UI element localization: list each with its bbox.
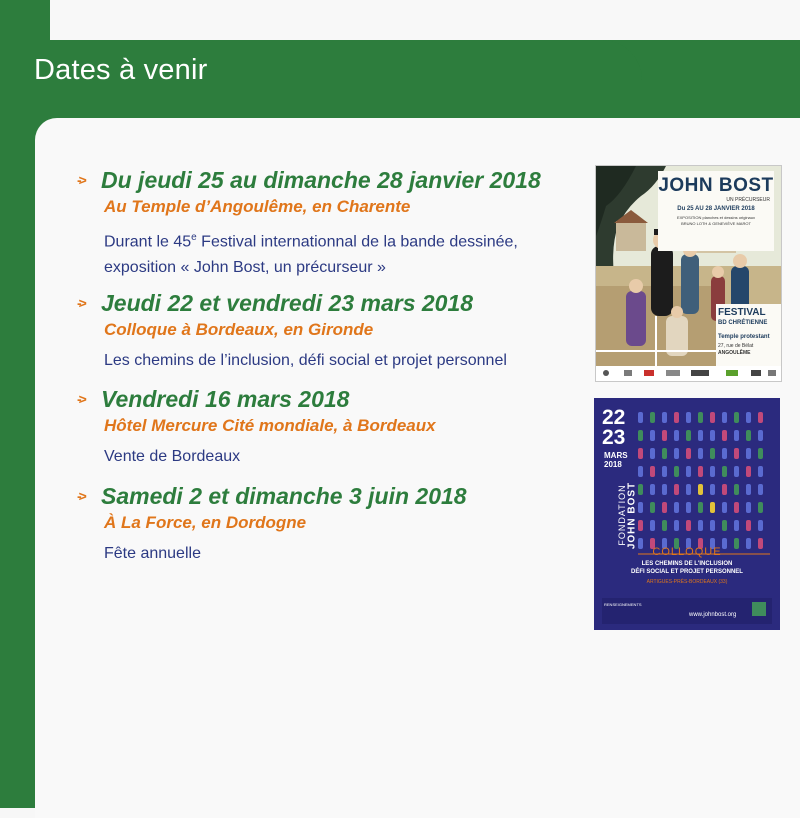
event-place: À La Force, en Dordogne (104, 513, 307, 532)
event-place: Hôtel Mercure Cité mondiale, à Bordeaux (104, 416, 436, 435)
poster2-org2: JOHN BOST (626, 481, 638, 550)
arrow-icon: -> (77, 391, 84, 407)
arrow-icon: -> (77, 488, 84, 504)
poster2-theme1: LES CHEMINS DE L'INCLUSION (641, 561, 733, 567)
poster2-renseignements: RENSEIGNEMENTS (604, 602, 642, 607)
event-4 (77, 482, 600, 567)
poster1-dates: Du 25 AU 28 JANVIER 2018 (677, 206, 755, 212)
event-place: Colloque à Bordeaux, en Gironde (104, 320, 374, 339)
poster2-website: www.johnbost.org (689, 612, 737, 618)
poster1-info: EXPOSITION planches et dessins originaux (676, 215, 756, 220)
arrow-icon: -> (77, 295, 84, 311)
poster-colloque (594, 398, 780, 630)
event-date: Jeudi 22 et vendredi 23 mars 2018 (101, 290, 474, 316)
poster2-month: MARS (604, 451, 628, 460)
poster1-temple: Temple protestant (718, 334, 770, 340)
poster1-title: JOHN BOST (658, 175, 774, 196)
event-description: Fête annuelle (104, 545, 201, 562)
poster2-colloque: COLLOQUE (652, 546, 722, 558)
event-description: Durant le 45e Festival internationnal de la bande dessinée, exposition « John Bost, un précurseur » (104, 232, 518, 277)
event-description: Vente de Bordeaux (104, 448, 241, 465)
poster2-day2: 23 (602, 426, 626, 449)
poster2-year: 2018 (604, 460, 622, 469)
poster2-org1: FONDATION (617, 484, 627, 546)
poster2-location: ARTIGUES-PRÈS-BORDEAUX (33) (646, 579, 728, 585)
arrow-icon: -> (77, 172, 84, 188)
event-date: Du jeudi 25 au dimanche 28 janvier 2018 (101, 167, 541, 193)
poster1-authors: BRUNO LOTH & GENEVIÈVE MAROT (681, 221, 751, 226)
event-2 (77, 289, 600, 374)
event-3 (77, 385, 600, 470)
page-title: Dates à venir (34, 54, 208, 86)
poster1-festival-sub: BD CHRÉTIENNE (718, 320, 768, 326)
event-place: Au Temple d’Angoulême, en Charente (104, 197, 411, 216)
poster1-city: ANGOULÊME (718, 350, 751, 356)
poster1-festival: FESTIVAL (718, 307, 766, 318)
poster1-address: 27, rue de Bélat (718, 343, 754, 349)
top-margin (50, 0, 800, 40)
event-date: Vendredi 16 mars 2018 (101, 386, 350, 412)
poster2-theme2: DÉFI SOCIAL ET PROJET PERSONNEL (631, 569, 743, 575)
event-date: Samedi 2 et dimanche 3 juin 2018 (101, 483, 467, 509)
event-description: Les chemins de l’inclusion, défi social et projet personnel (104, 352, 507, 369)
poster2-day1: 22 (602, 406, 626, 429)
poster-john-bost-expo (595, 165, 782, 382)
event-1 (77, 166, 600, 281)
poster1-subtitle: UN PRÉCURSEUR (726, 197, 770, 203)
